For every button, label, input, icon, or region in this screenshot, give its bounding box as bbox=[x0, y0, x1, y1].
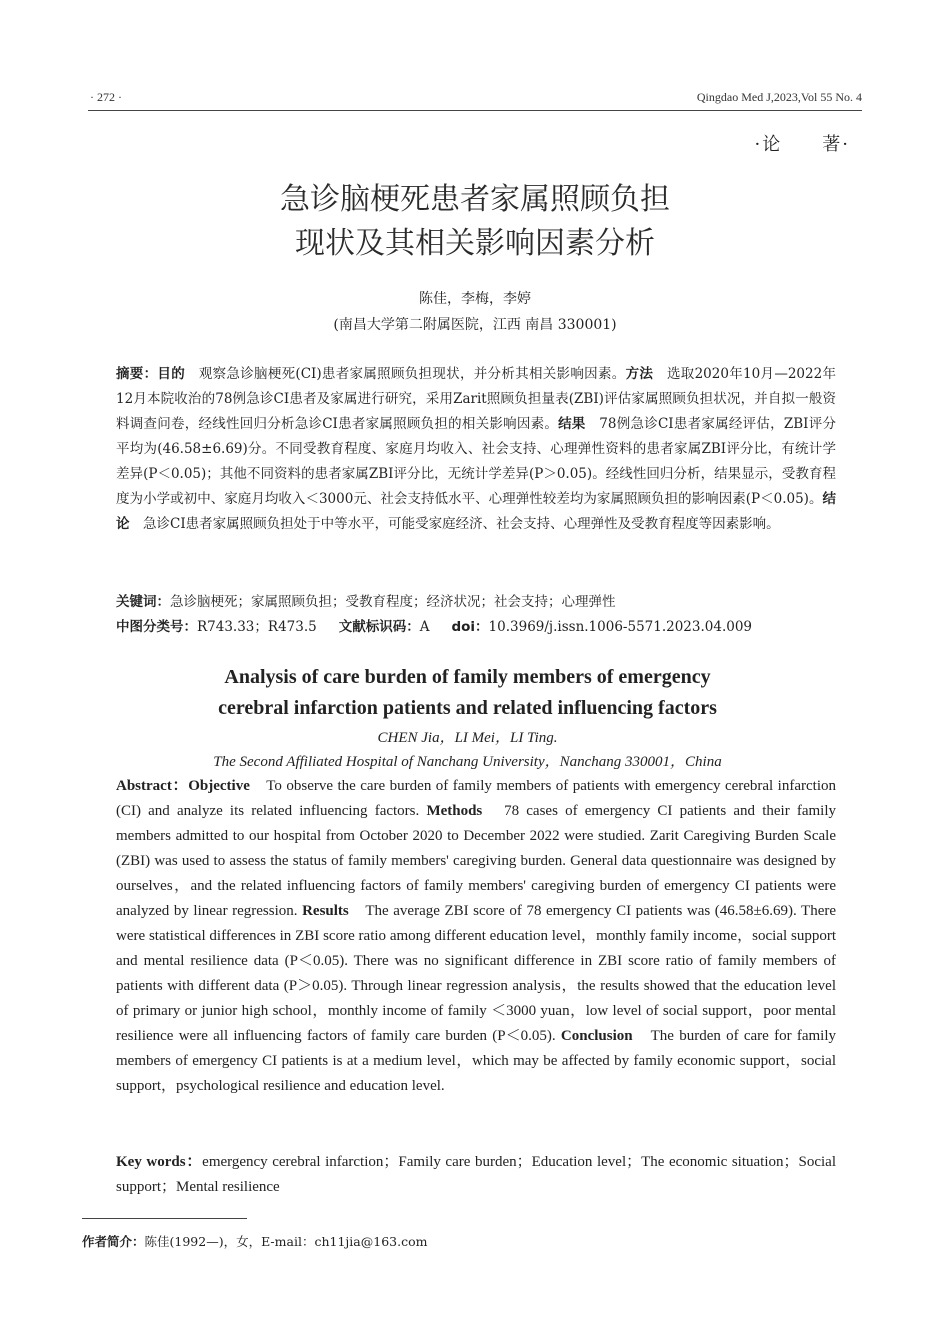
objective-en-text: To observe the care burden of family members of patients with emergency cerebral infarction (CI) and analyze its related influencing factors. bbox=[116, 778, 836, 819]
keywords-cn bbox=[116, 590, 836, 615]
doi-label: doi： bbox=[451, 619, 489, 635]
doc-code-value: A bbox=[419, 619, 430, 635]
conclusion-en-text: The burden of care for family members of emergency CI patients is at a medium level，which may be affected by family economic support，social support，psychological resilience and education level. bbox=[116, 1028, 836, 1094]
keywords-cn-text: 急诊脑梗死；家属照顾负担；受教育程度；经济状况；社会支持；心理弹性 bbox=[170, 594, 616, 610]
abstract-cn bbox=[116, 362, 836, 537]
methods-en-label: Methods bbox=[426, 803, 483, 819]
title-en bbox=[0, 662, 935, 724]
results-cn-text: 78例急诊CI患者家属经评估，ZBI评分平均为(46.58±6.69)分。不同受教育程度、家庭月均收入、社会支持、心理弹性资料的患者家属ZBI评分比，有统计学差异(P＜0.05)；其他不同资料的患者家属ZBI评分比，无统计学差异(P＞0.05)。经线性回归分析，结果显示，受教育程度为小学或初中、家庭月均收入＜3000元、社会支持低水平、心理弹性较差均为家属照顾负担的影响因素(P＜0.05)。 bbox=[116, 416, 836, 507]
affiliation-cn: (南昌大学第二附属医院，江西 南昌 330001) bbox=[333, 317, 617, 333]
objective-en-label: Objective bbox=[188, 778, 250, 794]
doi-value: 10.3969/j.issn.1006-5571.2023.04.009 bbox=[488, 619, 753, 635]
footnote-label: 作者简介： bbox=[82, 1234, 145, 1249]
results-en-label: Results bbox=[302, 903, 349, 919]
results-en-text: The average ZBI score of 78 emergency CI patients was (46.58±6.69). There were statistical differences in ZBI score ratio among different education level，monthly family income，social support and mental resilience data (P＜0.05). There was no significant difference in ZBI score ratio of family members of patients with different data (P＞0.05). Through linear regression analysis，the results showed that the education level of primary or junior high school，monthly income of family ＜3000 yuan，low level of social support，poor mental resilience were all influencing factors of family care burden (P＜0.05). bbox=[116, 903, 836, 1044]
footnote-rule bbox=[82, 1218, 247, 1219]
page-number: · 272 · bbox=[90, 90, 122, 104]
title-cn-line2: 现状及其相关影响因素分析 bbox=[295, 226, 655, 261]
author-footnote bbox=[82, 1232, 427, 1250]
footnote-text: 陈佳(1992—)，女，E-mail：ch11jia@163.com bbox=[144, 1234, 428, 1249]
conclusion-en-label: Conclusion bbox=[560, 1028, 633, 1044]
title-cn bbox=[0, 178, 950, 266]
doc-code-label: 文献标识码： bbox=[338, 619, 420, 635]
keywords-en-label: Key words： bbox=[116, 1154, 203, 1170]
title-cn-line1: 急诊脑梗死患者家属照顾负担 bbox=[280, 182, 670, 217]
results-cn-label: 结果 bbox=[558, 416, 586, 432]
affiliation-en: The Second Affiliated Hospital of Nanchang University，Nanchang 330001，China bbox=[213, 754, 722, 770]
abstract-en bbox=[116, 774, 836, 1099]
methods-cn-text: 选取2020年10月—2022年12月本院收治的78例急诊CI患者及家属进行研究，采用Zarit照顾负担量表(ZBI)评估家属照顾负担状况，并自拟一般资料调查问卷，经线性回归分析急诊CI患者家属照顾负担的相关影响因素。 bbox=[116, 366, 836, 432]
keywords-cn-label: 关键词： bbox=[116, 594, 170, 610]
abstract-cn-label: 摘要： bbox=[116, 366, 158, 382]
title-en-line2: cerebral infarction patients and related influencing factors bbox=[218, 697, 717, 719]
methods-cn-label: 方法 bbox=[625, 366, 654, 382]
journal-citation: Qingdao Med J,2023,Vol 55 No. 4 bbox=[696, 90, 862, 104]
objective-cn-label: 目的 bbox=[157, 366, 186, 382]
conclusion-cn-label: 结论 bbox=[116, 491, 836, 532]
title-en-line1: Analysis of care burden of family members of emergency bbox=[224, 666, 711, 688]
clc-label: 中图分类号： bbox=[116, 619, 197, 635]
conclusion-cn-text: 急诊CI患者家属照顾负担处于中等水平，可能受家庭经济、社会支持、心理弹性及受教育程度等因素影响。 bbox=[129, 516, 780, 532]
methods-en-text: 78 cases of emergency CI patients and their family members admitted to our hospital from October 2020 to December 2022 were studied. Zarit Caregiving Burden Scale (ZBI) was used to assess the status of family members' caregiving burden. General data questionnaire was designed by ourselves，and the related influencing factors of family members' caregiving burden of emergency CI patients were analyzed by linear regression. bbox=[116, 803, 837, 919]
header-rule bbox=[88, 110, 862, 111]
keywords-en-text: emergency cerebral infarction；Family care burden；Education level；The economic situation；Social support；Mental resilience bbox=[116, 1154, 836, 1195]
section-label: ·论 著· bbox=[754, 134, 850, 155]
classification-line bbox=[116, 615, 836, 640]
keywords-en bbox=[116, 1150, 836, 1200]
authors-en: CHEN Jia，LI Mei，LI Ting. bbox=[377, 730, 558, 746]
clc-value: R743.33；R473.5 bbox=[197, 619, 317, 635]
abstract-en-label: Abstract： bbox=[116, 778, 189, 794]
authors-cn: 陈佳，李梅，李婷 bbox=[419, 291, 531, 307]
objective-cn-text: 观察急诊脑梗死(CI)患者家属照顾负担现状，并分析其相关影响因素。 bbox=[185, 366, 626, 382]
